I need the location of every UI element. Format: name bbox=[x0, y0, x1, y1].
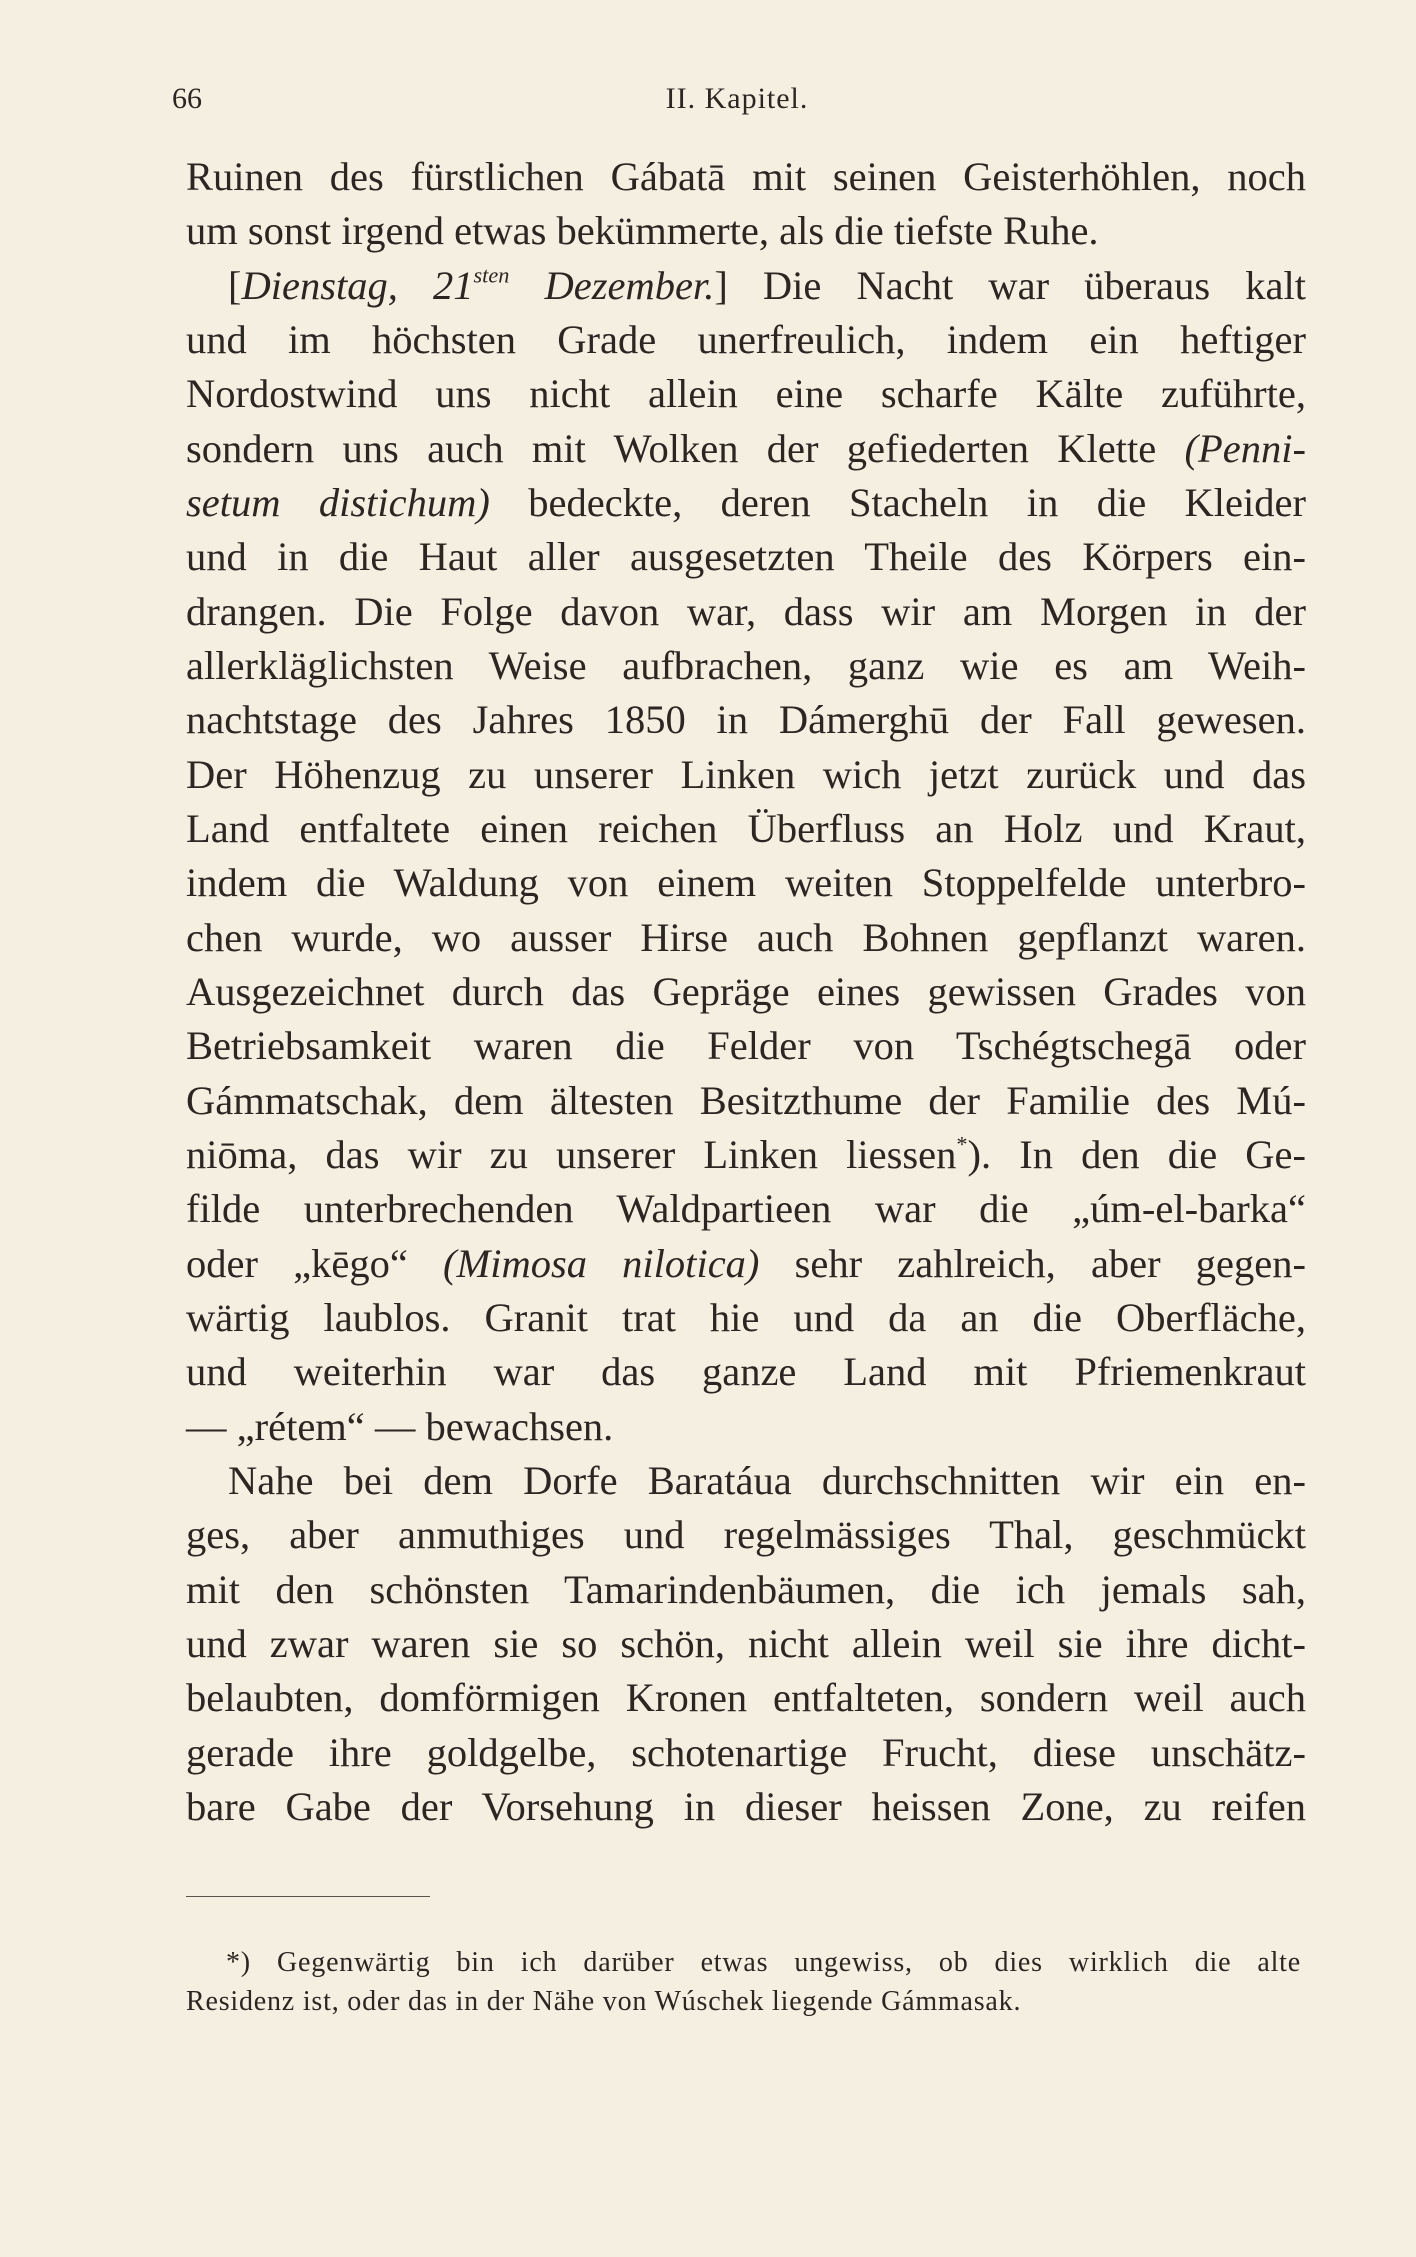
text-line: Betriebsamkeit waren die Felder von Tschégtschegā oder bbox=[186, 1023, 1306, 1068]
text-line: gerade ihre goldgelbe, schotenartige Frucht, diese unschätz- bbox=[186, 1730, 1306, 1775]
text-line: setum distichum) bedeckte, deren Stacheln in die Kleider bbox=[186, 480, 1306, 525]
text-line: mit den schönsten Tamarindenbäumen, die ich jemals sah, bbox=[186, 1567, 1306, 1612]
page-number: 66 bbox=[172, 82, 202, 115]
text-line: — „rétem“ — bewachsen. bbox=[186, 1404, 614, 1449]
text-line: oder „kēgo“ (Mimosa nilotica) sehr zahlreich, aber gegen- bbox=[186, 1241, 1306, 1286]
text-line: und zwar waren sie so schön, nicht allein weil sie ihre dicht- bbox=[186, 1621, 1306, 1666]
footnote-line bbox=[186, 1944, 1301, 1982]
text-line: drangen. Die Folge davon war, dass wir am Morgen in der bbox=[186, 589, 1306, 634]
text-line: indem die Waldung von einem weiten Stoppelfelde unterbro- bbox=[186, 860, 1306, 905]
text-line: Ruinen des fürstlichen Gábatā mit seinen Geisterhöhlen, noch bbox=[186, 154, 1306, 199]
text-line: allerkläglichsten Weise aufbrachen, ganz wie es am Weih- bbox=[186, 643, 1306, 688]
text-line: Ausgezeichnet durch das Gepräge eines gewissen Grades von bbox=[186, 969, 1306, 1014]
text-line: Nahe bei dem Dorfe Baratáua durchschnitten wir ein en- bbox=[228, 1458, 1306, 1503]
page-header bbox=[172, 82, 1302, 132]
text-line: filde unterbrechenden Waldpartieen war die „úm-el-barka“ bbox=[186, 1186, 1306, 1231]
text-line: nachtstage des Jahres 1850 in Dámerghū der Fall gewesen. bbox=[186, 697, 1306, 742]
text-line: chen wurde, wo ausser Hirse auch Bohnen gepflanzt waren. bbox=[186, 915, 1306, 960]
text-line: ges, aber anmuthiges und regelmässiges Thal, geschmückt bbox=[186, 1512, 1306, 1557]
footnote-text: Gegenwärtig bin ich darüber etwas ungewiss, ob dies wirklich die alte bbox=[277, 1947, 1301, 1978]
text-line: wärtig laublos. Granit trat hie und da an die Oberfläche, bbox=[186, 1295, 1306, 1340]
text-line: um sonst irgend etwas bekümmerte, als die tiefste Ruhe. bbox=[186, 208, 1099, 253]
text-line: bare Gabe der Vorsehung in dieser heissen Zone, zu reifen bbox=[186, 1784, 1306, 1829]
footnote-line: Residenz ist, oder das in der Nähe von Wúschek liegende Gámmasak. bbox=[186, 1986, 1022, 2017]
text-line: Gámmatschak, dem ältesten Besitzthume der Familie des Mú- bbox=[186, 1078, 1306, 1123]
text-line-dated: [Dienstag, $21^{sten}$ Dezember.] Die Nacht war überaus kalt bbox=[228, 262, 1306, 308]
text-line: und weiterhin war das ganze Land mit Pfriemenkraut bbox=[186, 1349, 1306, 1394]
footnote-marker: *) bbox=[226, 1947, 251, 1978]
text-line: und im höchsten Grade unerfreulich, indem ein heftiger bbox=[186, 317, 1306, 362]
text-line: sondern uns auch mit Wolken der gefiederten Klette (Penni- bbox=[186, 426, 1306, 471]
footnote-divider bbox=[186, 1896, 430, 1897]
text-line: Land entfaltete einen reichen Überfluss an Holz und Kraut, bbox=[186, 806, 1306, 851]
text-line: Der Höhenzug zu unserer Linken wich jetzt zurück und das bbox=[186, 752, 1306, 797]
text-line: belaubten, domförmigen Kronen entfalteten, sondern weil auch bbox=[186, 1675, 1306, 1720]
running-head: II. Kapitel. bbox=[665, 82, 809, 115]
text-line: und in die Haut aller ausgesetzten Theile des Körpers ein- bbox=[186, 534, 1306, 579]
text-line: Nordostwind uns nicht allein eine scharfe Kälte zuführte, bbox=[186, 371, 1306, 416]
text-line-with-footnote-ref: niōma, das wir zu unserer Linken liessen*). In den die Ge- bbox=[186, 1131, 1307, 1177]
